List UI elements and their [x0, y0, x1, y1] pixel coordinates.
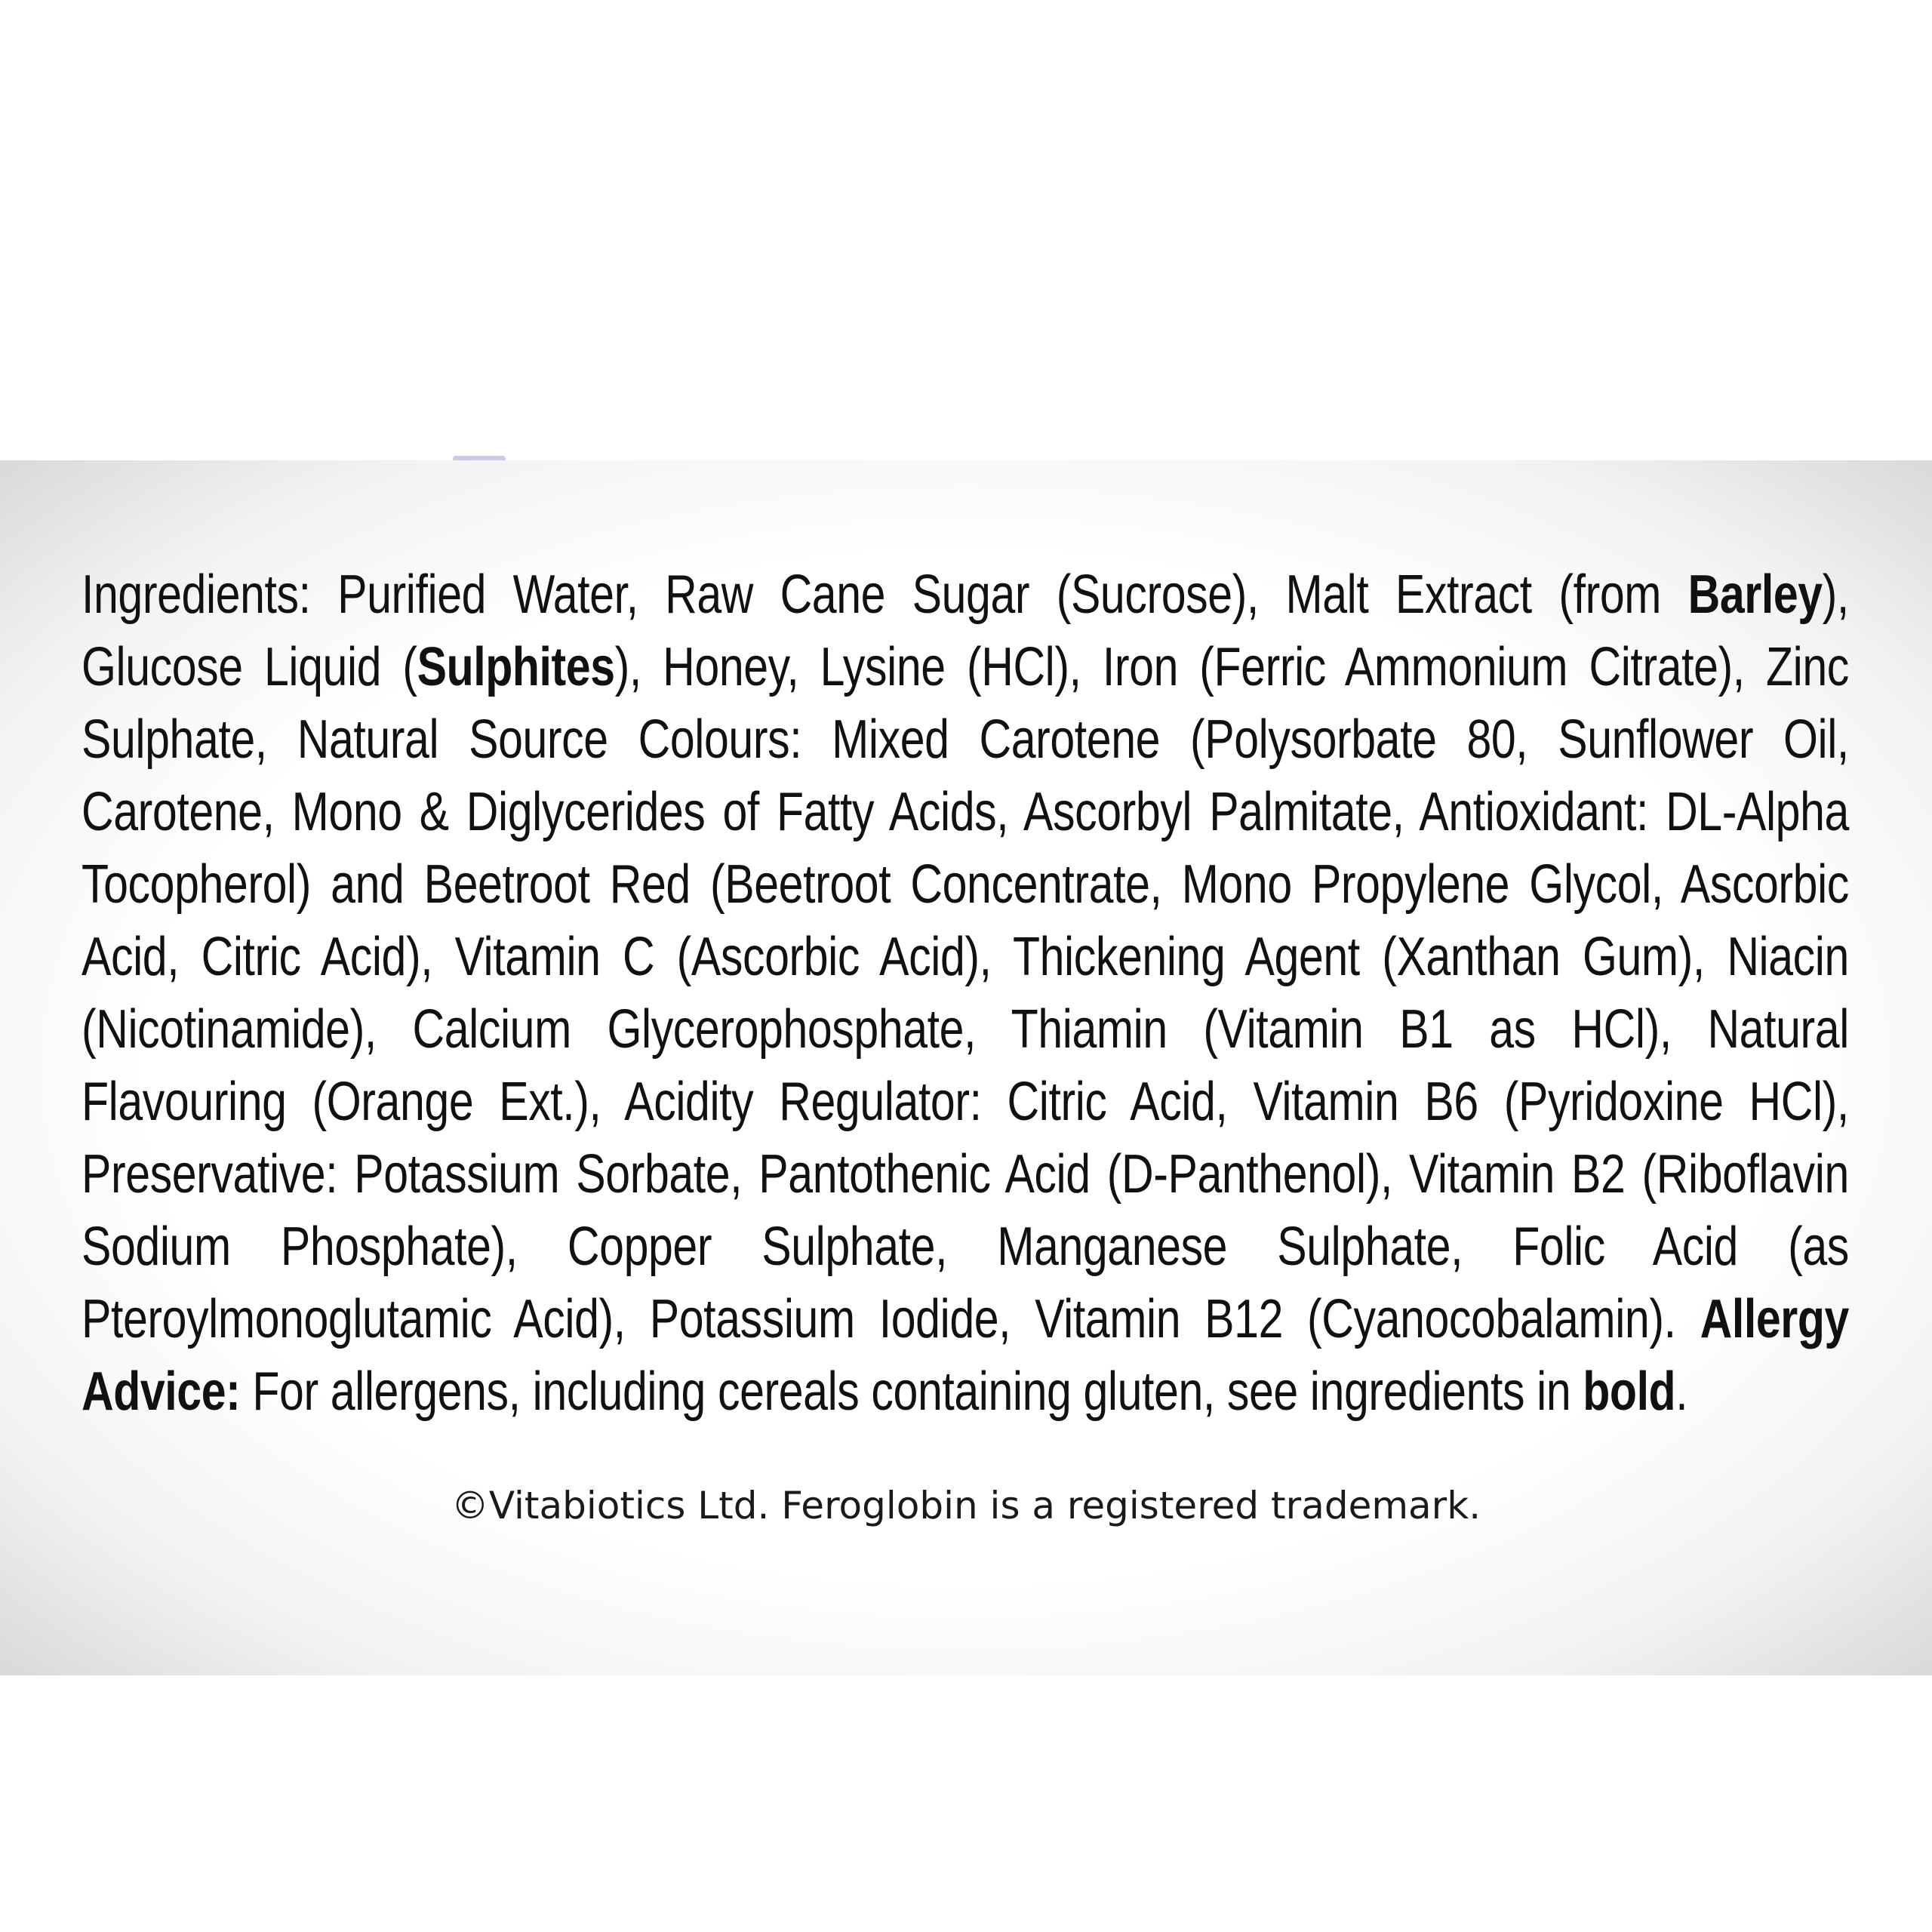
- ingredients-text-part: For allergens, including cereals containing gluten, see ingredients in: [240, 1361, 1583, 1422]
- trademark-notice: ©Vitabiotics Ltd. Feroglobin is a registered trademark.: [451, 1484, 1481, 1527]
- allergy-advice-heading: Allergy Advice:: [82, 1289, 1849, 1422]
- ingredients-panel: [0, 460, 1932, 1675]
- ingredients-text-part: ), Honey, Lysine (HCl), Iron (Ferric Ammonium Citrate), Zinc Sulphate, Natural Source Colours: Mixed Carotene (Polysorbate 80, Sunflower Oil, Carotene, Mono & Diglycerides of Fatty Acids, Ascorbyl Palmitate, Antioxidant: DL-Alpha Tocopherol) and Beetroot Red (Beetroot Concentrate, Mono Propylene Glycol, Ascorbic Acid, Citric Acid), Vitamin C (Ascorbic Acid), Thickening Agent (Xanthan Gum), Niacin (Nicotinamide), Calcium Glycerophosphate, Thiamin (Vitamin B1 as HCl), Natural Flavouring (Orange Ext.), Acidity Regulator: Citric Acid, Vitamin B6 (Pyridoxine HCl), Preservative: Potassium Sorbate, Pantothenic Acid (D-Panthenol), Vitamin B2 (Riboflavin Sodium Phosphate), Copper Sulphate, Manganese Sulphate, Folic Acid (as Pteroylmonoglutamic Acid), Potassium Iodide, Vitamin B12 (Cyanocobalamin).: [82, 637, 1849, 1349]
- allergen-barley: Barley: [1687, 565, 1823, 625]
- ingredients-text-part: ), Glucose Liquid (: [82, 565, 1849, 697]
- ingredients-text: [82, 558, 1849, 1428]
- bold-word: bold: [1583, 1361, 1676, 1422]
- ingredients-text-part: .: [1675, 1361, 1688, 1422]
- allergen-sulphites: Sulphites: [417, 637, 615, 697]
- ingredients-text-part: Ingredients: Purified Water, Raw Cane Sugar (Sucrose), Malt Extract (from: [82, 565, 1688, 625]
